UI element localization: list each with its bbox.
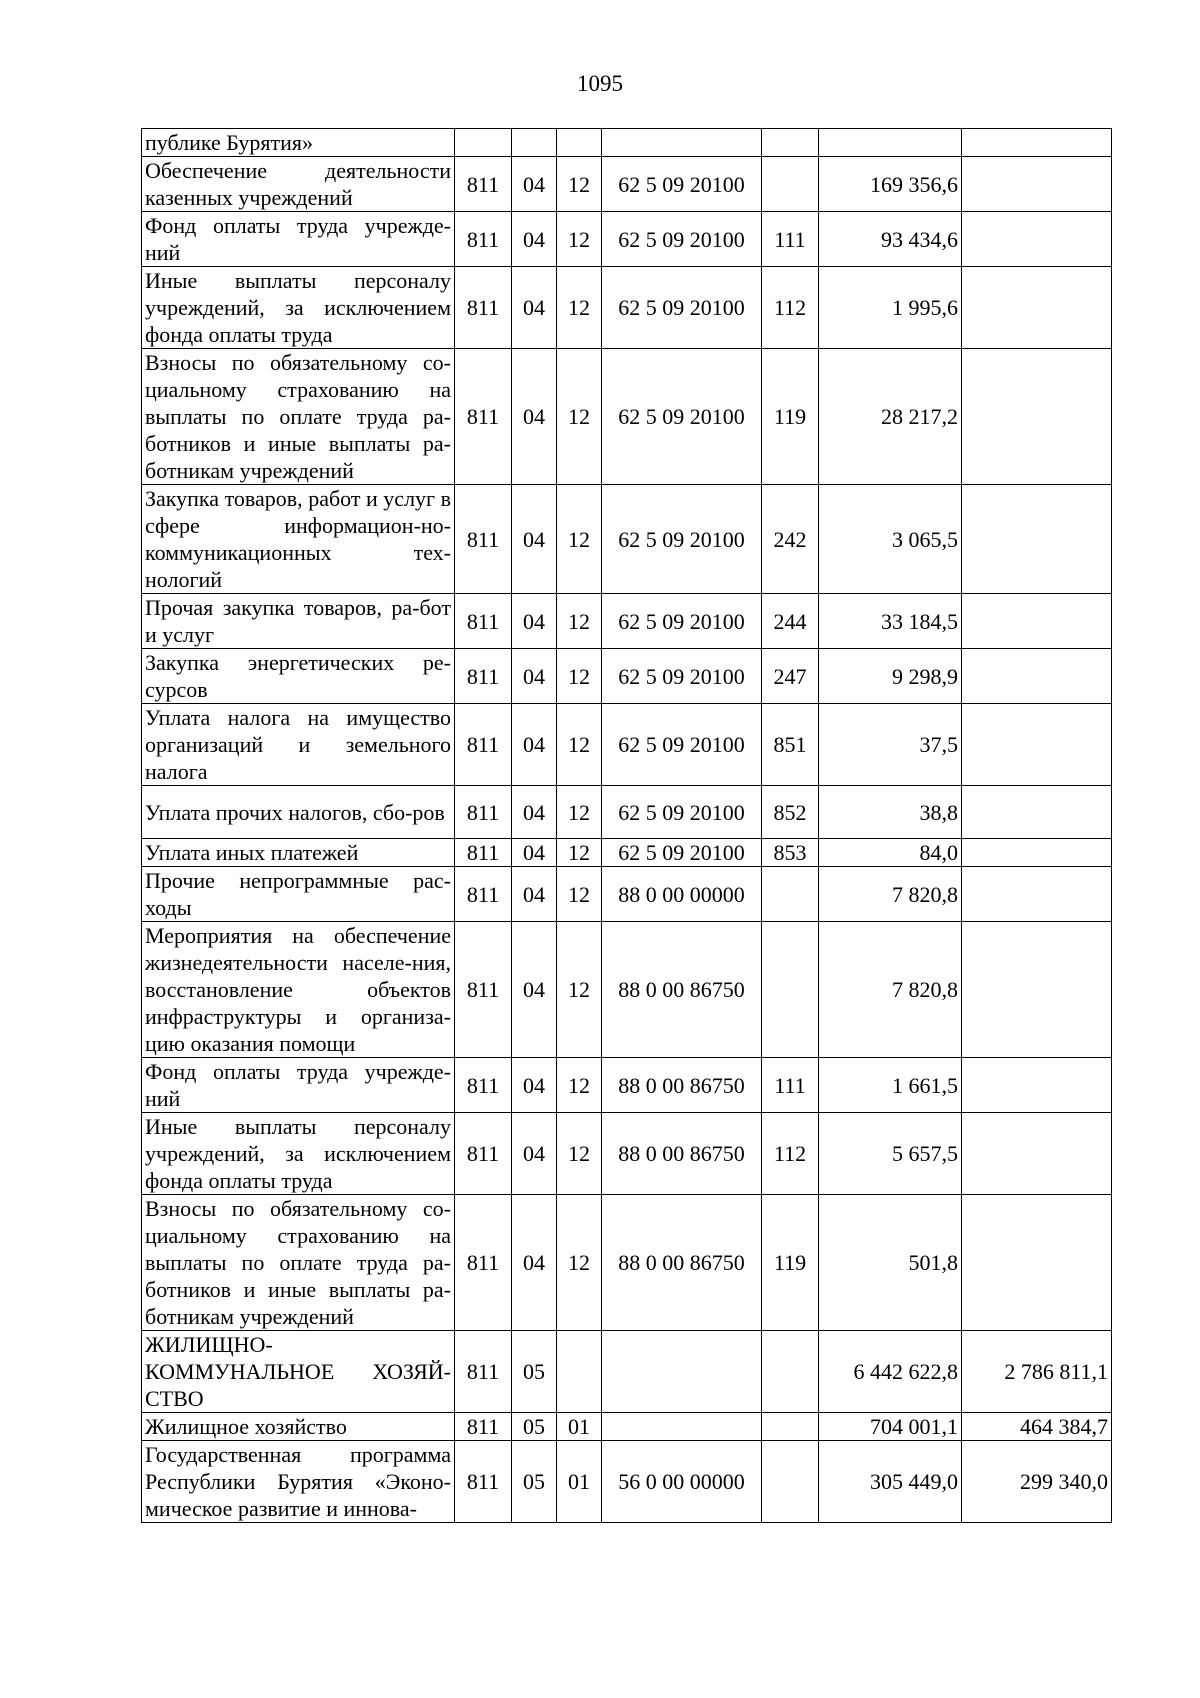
expense-type-cell [762,867,819,922]
grbs-code-cell: 811 [455,485,512,594]
amount-federal-cell [962,212,1112,267]
amount-federal-cell: 2 786 811,1 [962,1331,1112,1413]
table-row [142,1113,1112,1195]
row-name-cell: Закупка энергетических ре-сурсов [142,649,455,704]
expense-type-cell [762,129,819,157]
subsection-code-cell: 12 [557,485,602,594]
section-code-cell: 05 [512,1331,557,1413]
subsection-code-cell: 01 [557,1413,602,1441]
budget-table-body [142,129,1112,1523]
table-row [142,129,1112,157]
amount-federal-cell [962,1113,1112,1195]
amount-federal-cell [962,157,1112,212]
amount-cell: 169 356,6 [819,157,962,212]
grbs-code-cell: 811 [455,839,512,867]
grbs-code-cell: 811 [455,349,512,485]
row-name-cell: ЖИЛИЩНО-КОММУНАЛЬНОЕ ХОЗЯЙ-СТВО [142,1331,455,1413]
amount-federal-cell [962,485,1112,594]
table-row [142,1413,1112,1441]
table-row [142,1331,1112,1413]
subsection-code-cell: 01 [557,1441,602,1523]
amount-cell: 5 657,5 [819,1113,962,1195]
grbs-code-cell: 811 [455,867,512,922]
expense-type-cell [762,157,819,212]
section-code-cell: 04 [512,704,557,786]
table-row [142,786,1112,839]
expense-type-cell: 119 [762,349,819,485]
subsection-code-cell: 12 [557,212,602,267]
target-article-cell: 56 0 00 00000 [602,1441,762,1523]
subsection-code-cell: 12 [557,839,602,867]
amount-cell [819,129,962,157]
target-article-cell: 62 5 09 20100 [602,839,762,867]
amount-cell: 305 449,0 [819,1441,962,1523]
grbs-code-cell: 811 [455,786,512,839]
expense-type-cell: 111 [762,212,819,267]
subsection-code-cell: 12 [557,786,602,839]
subsection-code-cell: 12 [557,922,602,1058]
section-code-cell: 04 [512,922,557,1058]
amount-cell: 3 065,5 [819,485,962,594]
expense-type-cell [762,1441,819,1523]
table-row [142,922,1112,1058]
grbs-code-cell: 811 [455,212,512,267]
row-name-cell: публике Бурятия» [142,129,455,157]
target-article-cell [602,1331,762,1413]
amount-cell: 501,8 [819,1195,962,1331]
table-row [142,1058,1112,1113]
section-code-cell: 05 [512,1441,557,1523]
amount-cell: 9 298,9 [819,649,962,704]
amount-federal-cell [962,922,1112,1058]
table-row [142,1441,1112,1523]
amount-cell: 1 995,6 [819,267,962,349]
grbs-code-cell: 811 [455,1113,512,1195]
section-code-cell: 05 [512,1413,557,1441]
target-article-cell: 88 0 00 86750 [602,1058,762,1113]
section-code-cell: 04 [512,1058,557,1113]
page-number: 1095 [577,71,623,96]
budget-table [141,128,1112,1523]
row-name-cell: Мероприятия на обеспечение жизнедеятельности населе-ния, восстановление объектов инфраструктуры и организа-цию оказания помощи [142,922,455,1058]
grbs-code-cell: 811 [455,157,512,212]
target-article-cell: 62 5 09 20100 [602,786,762,839]
expense-type-cell: 112 [762,267,819,349]
subsection-code-cell: 12 [557,157,602,212]
grbs-code-cell: 811 [455,1413,512,1441]
subsection-code-cell: 12 [557,1195,602,1331]
subsection-code-cell: 12 [557,594,602,649]
amount-federal-cell [962,839,1112,867]
target-article-cell: 62 5 09 20100 [602,594,762,649]
amount-cell: 7 820,8 [819,922,962,1058]
grbs-code-cell: 811 [455,1331,512,1413]
subsection-code-cell: 12 [557,349,602,485]
subsection-code-cell: 12 [557,267,602,349]
target-article-cell: 62 5 09 20100 [602,349,762,485]
row-name-cell: Уплата налога на имущество организаций и земельного налога [142,704,455,786]
section-code-cell: 04 [512,349,557,485]
subsection-code-cell: 12 [557,1113,602,1195]
section-code-cell: 04 [512,649,557,704]
grbs-code-cell: 811 [455,922,512,1058]
expense-type-cell [762,1331,819,1413]
section-code-cell: 04 [512,594,557,649]
expense-type-cell: 244 [762,594,819,649]
target-article-cell: 62 5 09 20100 [602,267,762,349]
grbs-code-cell: 811 [455,594,512,649]
target-article-cell: 62 5 09 20100 [602,157,762,212]
row-name-cell: Фонд оплаты труда учрежде-ний [142,212,455,267]
section-code-cell: 04 [512,485,557,594]
expense-type-cell [762,1413,819,1441]
amount-cell: 33 184,5 [819,594,962,649]
table-row [142,704,1112,786]
expense-type-cell [762,922,819,1058]
grbs-code-cell [455,129,512,157]
expense-type-cell: 242 [762,485,819,594]
target-article-cell: 62 5 09 20100 [602,212,762,267]
expense-type-cell: 853 [762,839,819,867]
table-row [142,1195,1112,1331]
amount-federal-cell [962,786,1112,839]
section-code-cell: 04 [512,157,557,212]
amount-cell: 28 217,2 [819,349,962,485]
row-name-cell: Обеспечение деятельности казенных учреждений [142,157,455,212]
amount-cell: 1 661,5 [819,1058,962,1113]
amount-federal-cell [962,649,1112,704]
amount-federal-cell [962,867,1112,922]
target-article-cell: 88 0 00 86750 [602,1113,762,1195]
table-row [142,267,1112,349]
row-name-cell: Иные выплаты персоналу учреждений, за исключением фонда оплаты труда [142,1113,455,1195]
section-code-cell: 04 [512,1113,557,1195]
subsection-code-cell [557,1331,602,1413]
section-code-cell: 04 [512,1195,557,1331]
expense-type-cell: 111 [762,1058,819,1113]
row-name-cell: Закупка товаров, работ и услуг в сфере информацион-но-коммуникационных тех-нологий [142,485,455,594]
target-article-cell: 88 0 00 00000 [602,867,762,922]
row-name-cell: Прочие непрограммные рас-ходы [142,867,455,922]
subsection-code-cell [557,129,602,157]
amount-federal-cell [962,704,1112,786]
amount-federal-cell [962,349,1112,485]
expense-type-cell: 852 [762,786,819,839]
target-article-cell: 62 5 09 20100 [602,649,762,704]
amount-cell: 7 820,8 [819,867,962,922]
amount-cell: 84,0 [819,839,962,867]
row-name-cell: Государственная программа Республики Бурятия «Эконо-мическое развитие и иннова- [142,1441,455,1523]
table-row [142,839,1112,867]
section-code-cell: 04 [512,786,557,839]
section-code-cell: 04 [512,867,557,922]
subsection-code-cell: 12 [557,867,602,922]
amount-cell: 6 442 622,8 [819,1331,962,1413]
section-code-cell [512,129,557,157]
row-name-cell: Прочая закупка товаров, ра-бот и услуг [142,594,455,649]
amount-cell: 37,5 [819,704,962,786]
table-row [142,157,1112,212]
amount-federal-cell [962,129,1112,157]
amount-federal-cell [962,594,1112,649]
amount-federal-cell [962,1058,1112,1113]
table-row [142,212,1112,267]
target-article-cell [602,129,762,157]
amount-cell: 93 434,6 [819,212,962,267]
grbs-code-cell: 811 [455,649,512,704]
expense-type-cell: 851 [762,704,819,786]
expense-type-cell: 247 [762,649,819,704]
table-row [142,594,1112,649]
expense-type-cell: 119 [762,1195,819,1331]
row-name-cell: Взносы по обязательному со-циальному страхованию на выплаты по оплате труда ра-ботников и иные выплаты ра-ботникам учреждений [142,349,455,485]
grbs-code-cell: 811 [455,1195,512,1331]
target-article-cell: 88 0 00 86750 [602,922,762,1058]
grbs-code-cell: 811 [455,704,512,786]
grbs-code-cell: 811 [455,1441,512,1523]
row-name-cell: Взносы по обязательному со-циальному страхованию на выплаты по оплате труда ра-ботников и иные выплаты ра-ботникам учреждений [142,1195,455,1331]
amount-cell: 38,8 [819,786,962,839]
subsection-code-cell: 12 [557,704,602,786]
amount-federal-cell: 299 340,0 [962,1441,1112,1523]
grbs-code-cell: 811 [455,267,512,349]
amount-federal-cell [962,267,1112,349]
row-name-cell: Жилищное хозяйство [142,1413,455,1441]
section-code-cell: 04 [512,212,557,267]
table-row [142,867,1112,922]
table-row [142,349,1112,485]
row-name-cell: Уплата иных платежей [142,839,455,867]
row-name-cell: Фонд оплаты труда учрежде-ний [142,1058,455,1113]
row-name-cell: Иные выплаты персоналу учреждений, за исключением фонда оплаты труда [142,267,455,349]
row-name-cell: Уплата прочих налогов, сбо-ров [142,786,455,839]
table-row [142,649,1112,704]
expense-type-cell: 112 [762,1113,819,1195]
amount-federal-cell: 464 384,7 [962,1413,1112,1441]
target-article-cell: 88 0 00 86750 [602,1195,762,1331]
section-code-cell: 04 [512,267,557,349]
amount-cell: 704 001,1 [819,1413,962,1441]
target-article-cell: 62 5 09 20100 [602,485,762,594]
section-code-cell: 04 [512,839,557,867]
subsection-code-cell: 12 [557,649,602,704]
target-article-cell [602,1413,762,1441]
target-article-cell: 62 5 09 20100 [602,704,762,786]
table-row [142,485,1112,594]
grbs-code-cell: 811 [455,1058,512,1113]
subsection-code-cell: 12 [557,1058,602,1113]
amount-federal-cell [962,1195,1112,1331]
